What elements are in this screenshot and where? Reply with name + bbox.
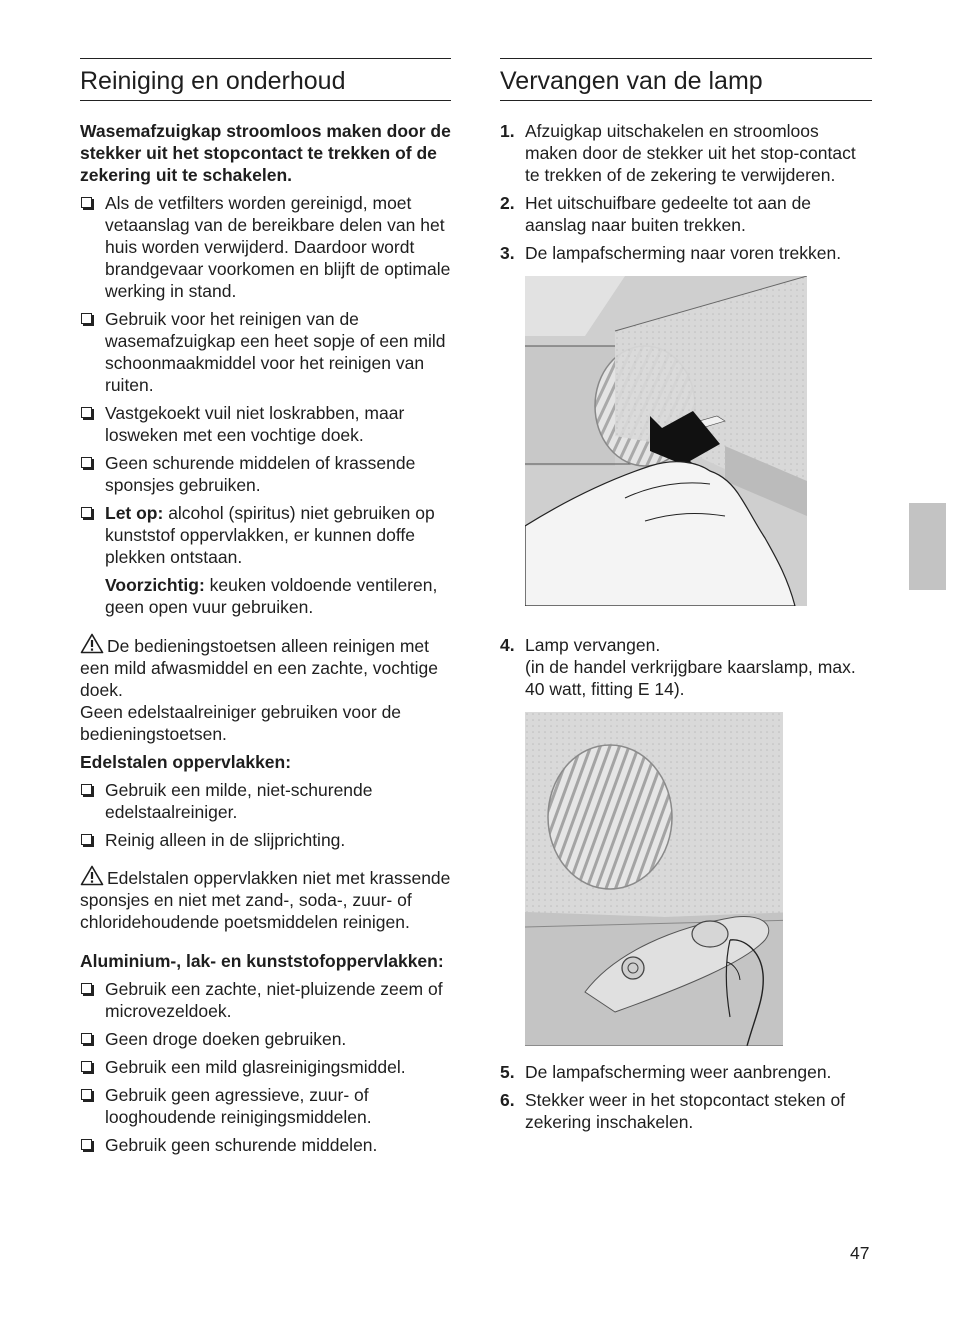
checkbox-icon (81, 1089, 92, 1100)
warning-controls (80, 633, 451, 745)
list-item-text: Gebruik voor het reinigen van de wasemafzuigkap een heet sopje of een mild schoonmaakmiddel voor het reinigen van ruiten. (105, 309, 446, 395)
list-item (80, 1134, 451, 1156)
warning-text: Edelstalen oppervlakken niet met krassende sponsjes en niet met zand-, soda-, zuur- of chloridehoudende poetsmiddelen reinigen. (80, 868, 451, 932)
checkbox-icon (81, 1139, 92, 1150)
list-item-text: Geen schurende middelen of krassende sponsjes gebruiken. (105, 453, 416, 495)
aluminium-heading: Aluminium-, lak- en kunststofoppervlakken: (80, 951, 444, 971)
lamp-cover-illustration (525, 276, 807, 606)
checkbox-icon (81, 507, 92, 518)
step-item (500, 1061, 872, 1083)
list-item (80, 978, 451, 1022)
aluminium-bullet-list (80, 978, 451, 1156)
step-text: Het uitschuifbare gedeelte tot aan de aanslag naar buiten trekken. (525, 193, 812, 235)
warning-text: De bedieningstoetsen alleen reinigen met een mild afwasmiddel en een zachte, vochtige doek. (80, 636, 438, 700)
list-item (80, 1028, 451, 1050)
step-item (500, 192, 872, 236)
step-item (500, 242, 872, 264)
list-item (80, 192, 451, 302)
list-item (80, 1084, 451, 1128)
lamp-steps-end (500, 1061, 872, 1133)
warning-triangle-icon (80, 633, 104, 654)
cleaning-heading: Reiniging en onderhoud (80, 58, 451, 101)
checkbox-icon (81, 1061, 92, 1072)
checkbox-icon (81, 1033, 92, 1044)
step-text: Stekker weer in het stopcontact steken of zekering inschakelen. (525, 1090, 846, 1132)
step-item (500, 1089, 872, 1133)
list-item (80, 829, 451, 851)
voorzichtig-text: keuken voldoende ventileren, geen open vuur gebruiken. (105, 575, 438, 617)
warning-stainless (80, 865, 451, 933)
list-item (80, 452, 451, 496)
checkbox-icon (81, 197, 92, 208)
step-number: 2. (500, 193, 515, 213)
checkbox-icon (81, 983, 92, 994)
caution-note (80, 574, 451, 618)
step-text: Afzuigkap uitschakelen en stroomloos maken door de stekker uit het stop-contact te trekken of de zekering te verwijderen. (525, 121, 856, 185)
step-number: 3. (500, 243, 515, 263)
list-item (80, 402, 451, 446)
list-item-text: Gebruik een mild glasreinigingsmiddel. (105, 1057, 406, 1077)
lamp-steps-list (500, 120, 872, 264)
list-item (80, 1056, 451, 1078)
lamp-heading: Vervangen van de lamp (500, 58, 872, 101)
voorzichtig-label: Voorzichtig: (105, 575, 205, 595)
stainless-heading: Edelstalen oppervlakken: (80, 752, 292, 772)
warning-triangle-icon (80, 865, 104, 886)
list-item-text: Als de vetfilters worden gereinigd, moet vetaanslag van de bereikbare delen van het huis worden verwijderd. Daardoor wordt brandgevaar voorkomen en blijft de optimale werking in stand. (105, 193, 451, 301)
list-item (80, 502, 451, 568)
page-number: 47 (850, 1243, 870, 1263)
list-item (80, 308, 451, 396)
step-number: 1. (500, 121, 515, 141)
right-column (500, 58, 872, 1139)
power-off-instruction: Wasemafzuigkap stroomloos maken door de stekker uit het stopcontact te trekken of de zekering uit te schakelen. (80, 121, 451, 185)
list-item-text: Gebruik geen agressieve, zuur- of looghoudende reinigingsmiddelen. (105, 1085, 372, 1127)
lamp-step-4 (500, 634, 872, 700)
section-tab (909, 503, 946, 590)
list-item-text: Vastgekoekt vuil niet loskrabben, maar losweken met een vochtige doek. (105, 403, 405, 445)
checkbox-icon (81, 834, 92, 845)
step-number: 5. (500, 1062, 515, 1082)
step-item (500, 120, 872, 186)
step-text: De lampafscherming naar voren trekken. (525, 243, 842, 263)
step-number: 4. (500, 635, 515, 655)
step-number: 6. (500, 1090, 515, 1110)
left-column (80, 58, 451, 1162)
list-item-text: Gebruik geen schurende middelen. (105, 1135, 378, 1155)
checkbox-icon (81, 457, 92, 468)
letop-label: Let op: (105, 503, 164, 523)
letop-text: alcohol (spiritus) niet gebruiken op kunststof oppervlakken, er kunnen doffe plekken ontstaan. (105, 503, 435, 567)
list-item-text: Reinig alleen in de slijprichting. (105, 830, 346, 850)
stainless-bullet-list (80, 779, 451, 851)
warning-text: Geen edelstaalreiniger gebruiken voor de bedieningstoetsen. (80, 702, 402, 744)
list-item (80, 779, 451, 823)
checkbox-icon (81, 784, 92, 795)
lamp-replace-illustration (525, 712, 783, 1046)
checkbox-icon (81, 313, 92, 324)
checkbox-icon (81, 407, 92, 418)
list-item-text: Geen droge doeken gebruiken. (105, 1029, 347, 1049)
step-item (500, 634, 872, 700)
step-text: (in de handel verkrijgbare kaarslamp, max. 40 watt, fitting E 14). (525, 657, 856, 699)
list-item-text: Gebruik een milde, niet-schurende edelstaalreiniger. (105, 780, 373, 822)
list-item-text: Gebruik een zachte, niet-pluizende zeem of microvezeldoek. (105, 979, 443, 1021)
cleaning-bullet-list (80, 192, 451, 568)
step-text: Lamp vervangen. (525, 635, 661, 655)
step-text: De lampafscherming weer aanbrengen. (525, 1062, 832, 1082)
